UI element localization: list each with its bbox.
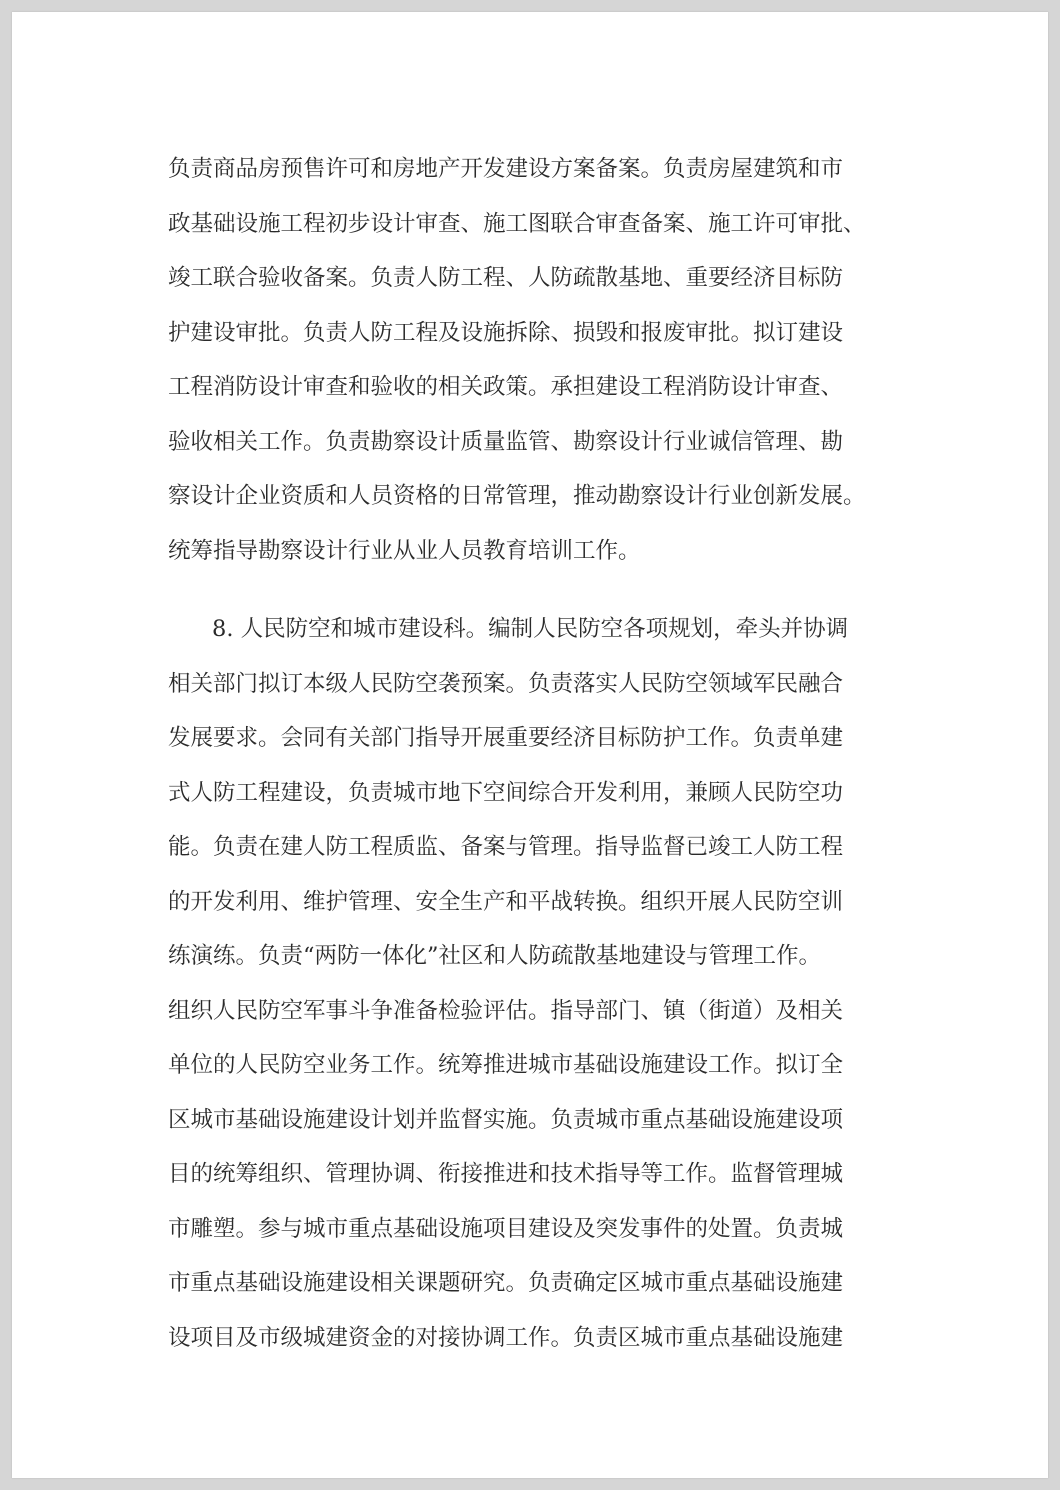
paragraph-line: 组织人民防空军事斗争准备检验评估。指导部门、镇（街道）及相关 bbox=[168, 997, 844, 1024]
paragraph-line: 工程消防设计审查和验收的相关政策。承担建设工程消防设计审查、 bbox=[168, 374, 844, 400]
paragraph-line: 相关部门拟订本级人民防空袭预案。负责落实人民防空领域军民融合 bbox=[168, 670, 844, 697]
paragraph-line: 察设计企业资质和人员资格的日常管理，推动勘察设计行业创新发展。 bbox=[168, 483, 866, 509]
paragraph-line: 练演练。负责“两防一体化”社区和人防疏散基地建设与管理工作。 bbox=[168, 943, 822, 969]
document-page bbox=[12, 12, 1048, 1478]
paragraph-1 bbox=[168, 142, 908, 578]
paragraph-line: 区城市基础设施建设计划并监督实施。负责城市重点基础设施建设项 bbox=[168, 1106, 844, 1133]
paragraph-line: 发展要求。会同有关部门指导开展重要经济目标防护工作。负责单建 bbox=[168, 725, 844, 751]
paragraph-line: 市雕塑。参与城市重点基础设施项目建设及突发事件的处置。负责城 bbox=[168, 1215, 844, 1242]
paragraph-line: 单位的人民防空业务工作。统筹推进城市基础设施建设工作。拟订全 bbox=[168, 1052, 844, 1078]
paragraph-2 bbox=[168, 602, 908, 1365]
paragraph-line: 竣工联合验收备案。负责人防工程、人防疏散基地、重要经济目标防 bbox=[168, 265, 844, 291]
paragraph-line: 设项目及市级城建资金的对接协调工作。负责区城市重点基础设施建 bbox=[168, 1324, 844, 1351]
paragraph-heading-line: 8. 人民防空和城市建设科。编制人民防空各项规划，牵头并协调 bbox=[212, 616, 849, 642]
paragraph-line: 验收相关工作。负责勘察设计质量监管、勘察设计行业诚信管理、勘 bbox=[168, 428, 844, 455]
paragraph-line: 统筹指导勘察设计行业从业人员教育培训工作。 bbox=[168, 537, 641, 564]
paragraph-line: 目的统筹组织、管理协调、衔接推进和技术指导等工作。监督管理城 bbox=[168, 1161, 844, 1187]
paragraph-line: 的开发利用、维护管理、安全生产和平战转换。组织开展人民防空训 bbox=[168, 888, 844, 915]
paragraph-line: 能。负责在建人防工程质监、备案与管理。指导监督已竣工人防工程 bbox=[168, 834, 844, 860]
paragraph-line: 政基础设施工程初步设计审查、施工图联合审查备案、施工许可审批、 bbox=[168, 210, 866, 237]
paragraph-line: 护建设审批。负责人防工程及设施拆除、损毁和报废审批。拟订建设 bbox=[168, 319, 844, 346]
paragraph-line: 负责商品房预售许可和房地产开发建设方案备案。负责房屋建筑和市 bbox=[168, 156, 844, 182]
paragraph-line: 式人防工程建设，负责城市地下空间综合开发利用，兼顾人民防空功 bbox=[168, 779, 844, 806]
paragraph-line: 市重点基础设施建设相关课题研究。负责确定区城市重点基础设施建 bbox=[168, 1270, 844, 1296]
